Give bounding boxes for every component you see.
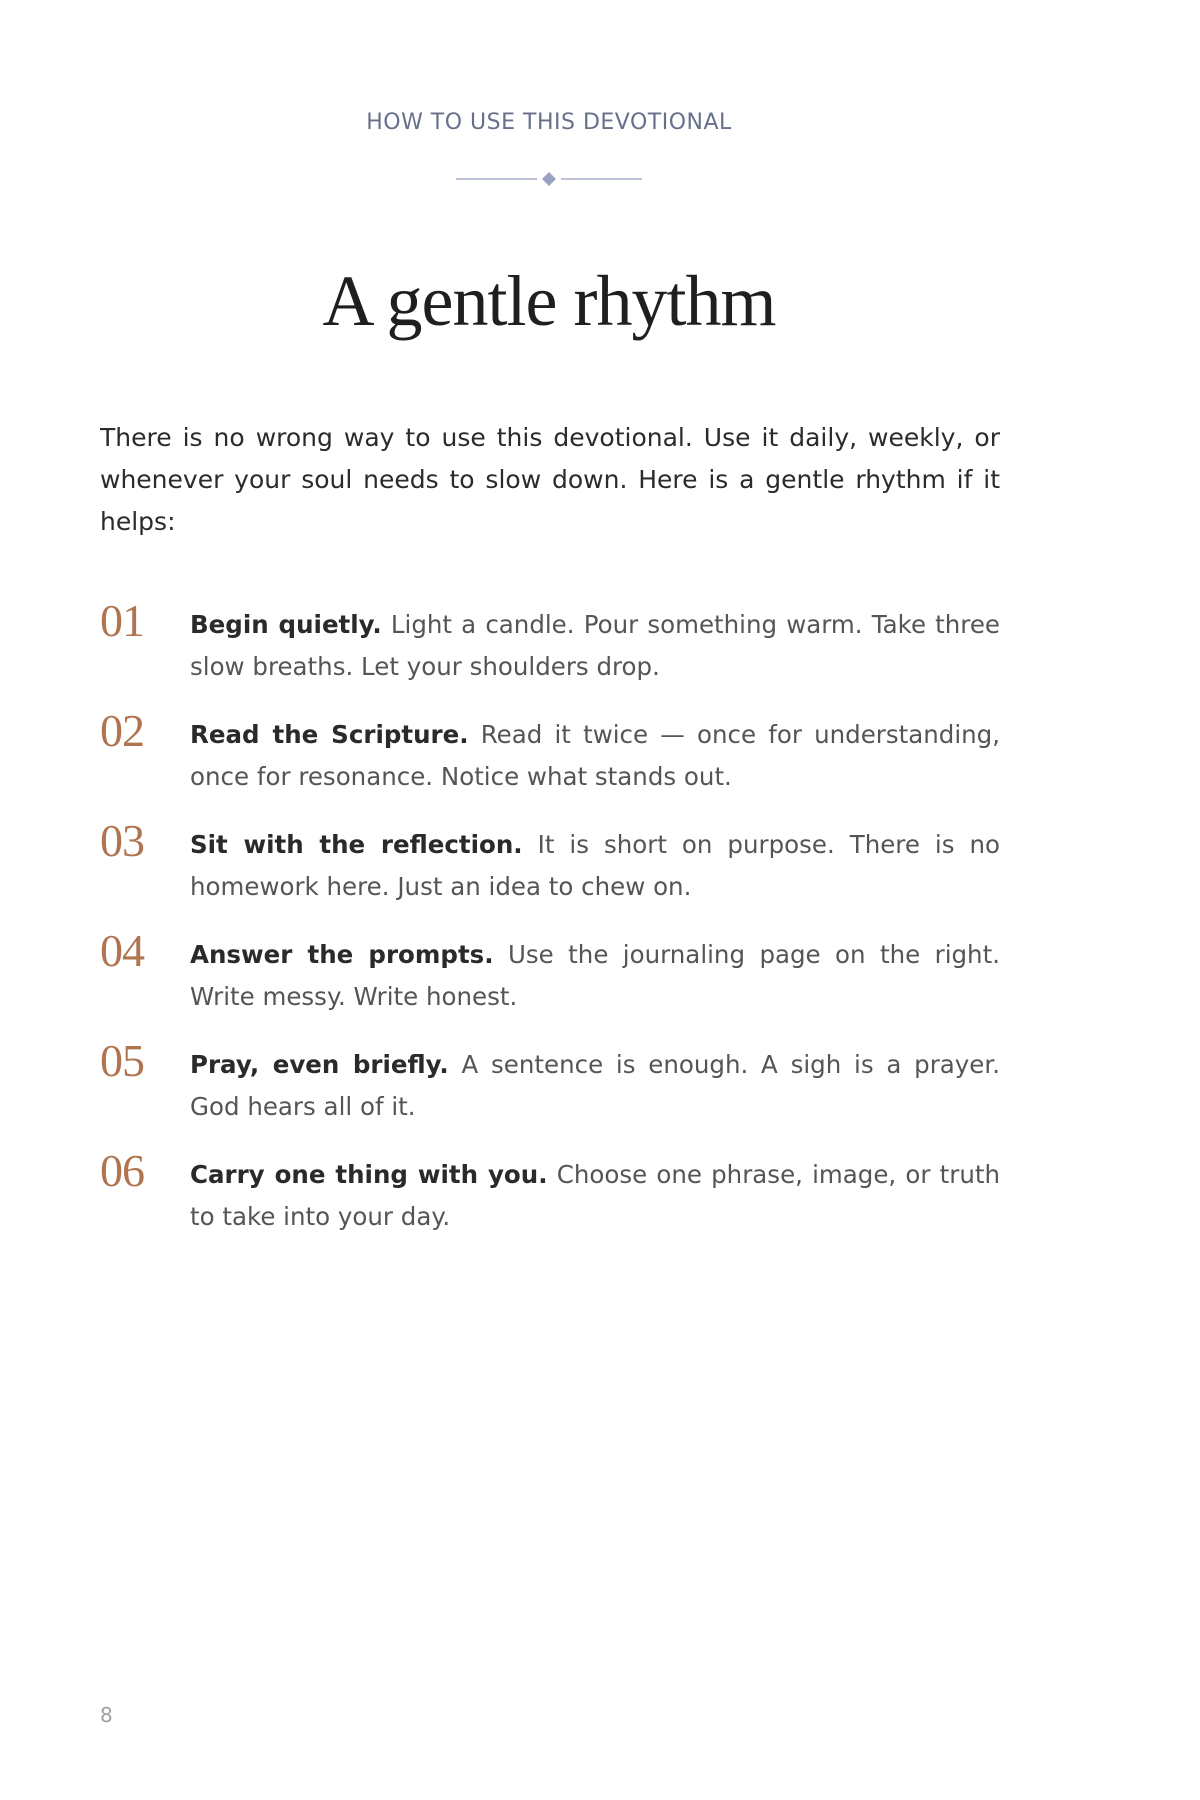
- step-item: [100, 705, 1001, 824]
- step-item: [100, 925, 1000, 1044]
- step-title: Read the Scripture.: [190, 720, 469, 749]
- step-item: [100, 1035, 1000, 1154]
- step-title: Begin quietly.: [190, 610, 382, 639]
- page-number: 8: [100, 1703, 113, 1727]
- step-title: Answer the prompts.: [190, 940, 494, 969]
- step-title: Carry one thing with you.: [190, 1160, 548, 1189]
- step-description: A sentence is enough. A sigh is a prayer. God hears all of it.: [190, 1050, 1000, 1121]
- step-description: Light a candle. Pour something warm. Take three slow breaths. Let your shoulders drop.: [190, 610, 1000, 681]
- step-title: Sit with the reflection.: [190, 830, 523, 859]
- step-body: [190, 604, 1000, 688]
- section-eyebrow: HOW TO USE THIS DEVOTIONAL: [366, 110, 732, 135]
- step-body: [190, 934, 1000, 1018]
- step-description: Use the journaling page on the right. Write messy. Write honest.: [190, 940, 1000, 1011]
- step-body: [190, 1154, 1000, 1238]
- intro-paragraph: There is no wrong way to use this devotional. Use it daily, weekly, or whenever your soul needs to slow down. Here is a gentle rhythm if it helps:: [100, 423, 1000, 536]
- step-item: [100, 595, 1000, 714]
- step-number: 01: [100, 595, 144, 646]
- steps-list: [100, 595, 1001, 1264]
- step-description: It is short on purpose. There is no homework here. Just an idea to chew on.: [190, 830, 1000, 901]
- step-number: 04: [100, 925, 144, 976]
- step-item: [100, 1145, 1000, 1264]
- step-description: Read it twice — once for understanding, once for resonance. Notice what stands out.: [190, 720, 1001, 791]
- step-item: [100, 815, 1000, 934]
- step-title: Pray, even briefly.: [190, 1050, 449, 1079]
- step-number: 06: [100, 1145, 144, 1196]
- step-number: 05: [100, 1035, 144, 1086]
- page-title: A gentle rhythm: [322, 261, 776, 341]
- step-number: 02: [100, 705, 144, 756]
- step-body: [190, 714, 1000, 798]
- step-body: [190, 1044, 1000, 1128]
- step-number: 03: [100, 815, 144, 866]
- divider-ornament-icon: [454, 170, 644, 188]
- step-body: [190, 824, 1000, 908]
- step-description: Choose one phrase, image, or truth to take into your day.: [190, 1160, 1000, 1231]
